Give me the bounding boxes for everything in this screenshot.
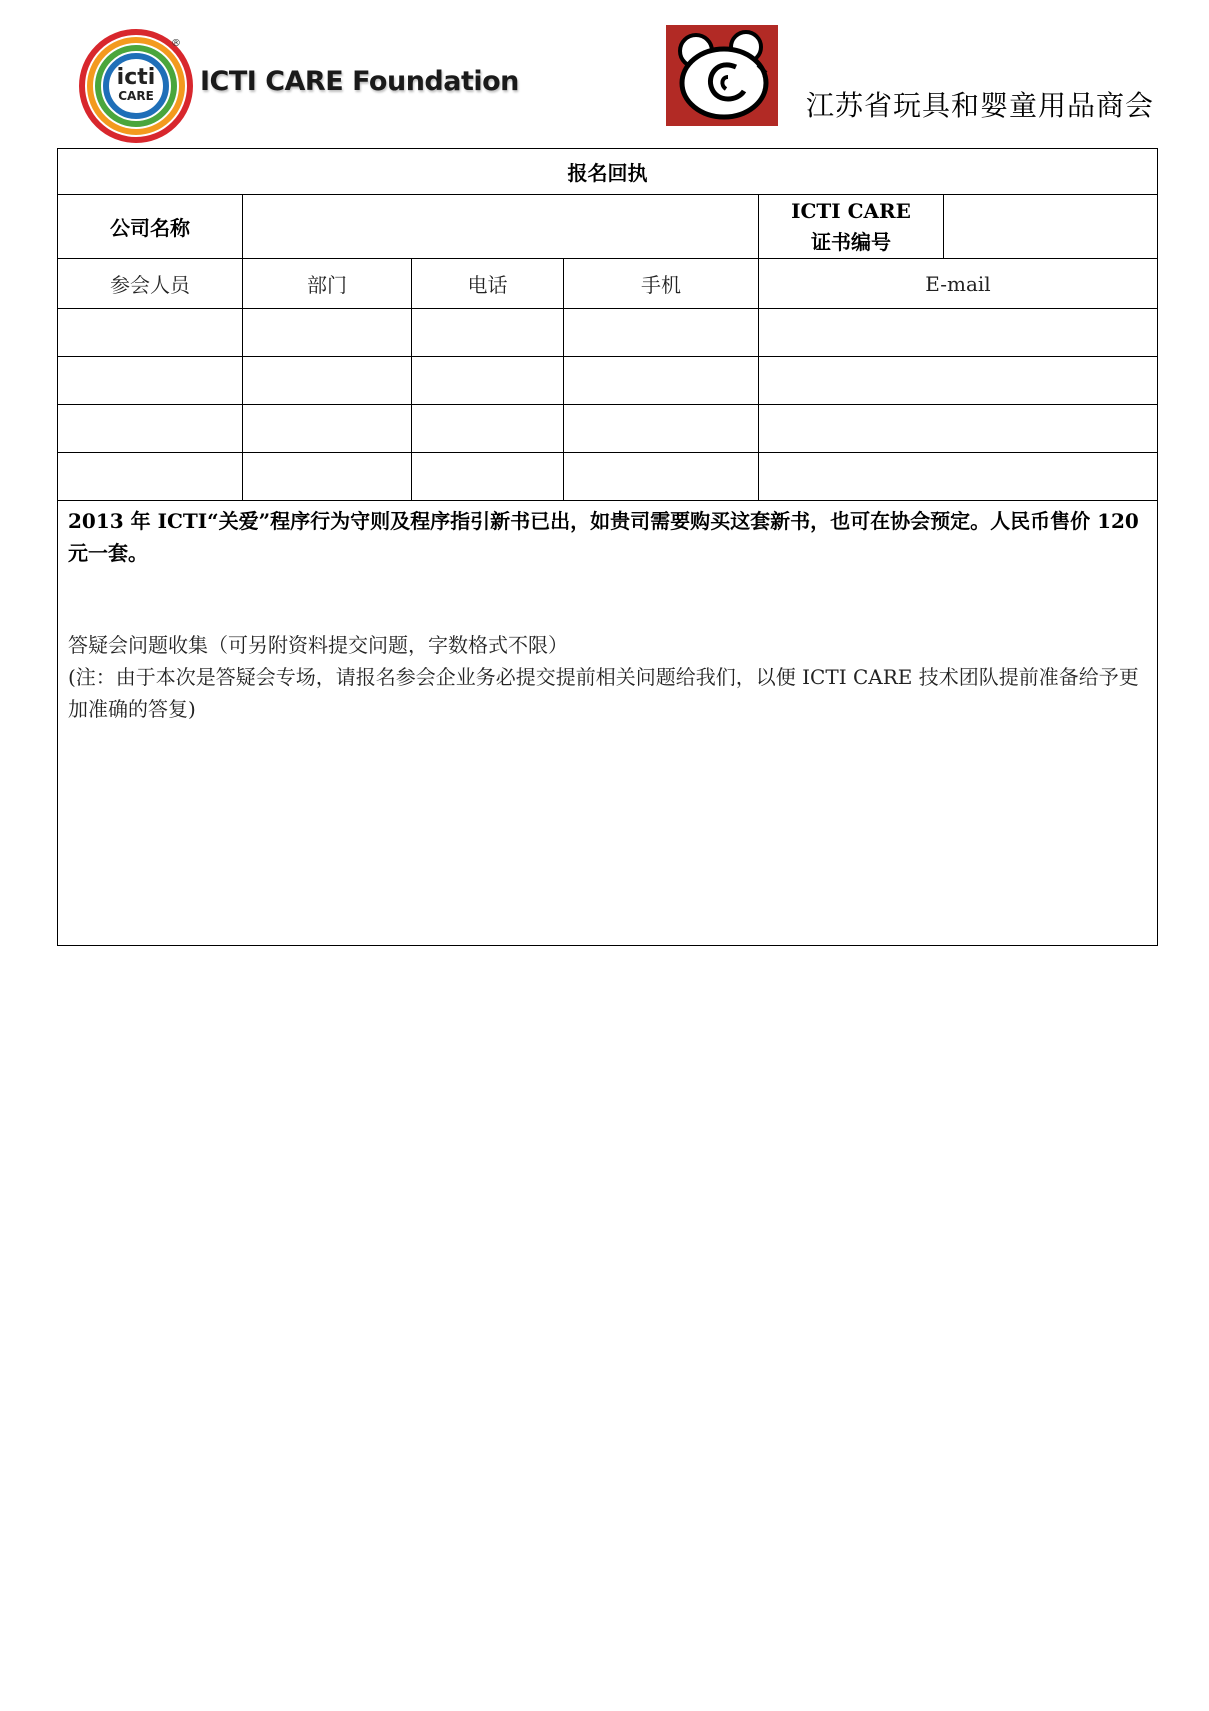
logo-text: ICTI CARE Foundation: [200, 66, 519, 97]
qa-title: 答疑会问题收集（可另附资料提交问题，字数格式不限）: [68, 633, 568, 657]
attendee-field[interactable]: [58, 357, 243, 405]
email-field[interactable]: [759, 405, 1158, 453]
cert-label: [759, 195, 944, 259]
phone-field[interactable]: [412, 309, 564, 357]
department-field[interactable]: [243, 453, 412, 501]
logo-badge-bottom: CARE: [118, 89, 154, 103]
phone-field[interactable]: [412, 405, 564, 453]
bear-face-icon: [666, 25, 778, 126]
book-notice: 2013 年 ICTI“关爱”程序行为守则及程序指引新书已出，如贵司需要购买这套新书，也可在协会预定。人民币售价 120 元一套。: [68, 509, 1139, 565]
icti-care-ring-icon: [78, 28, 194, 144]
column-header: 手机: [564, 259, 759, 309]
org-name: 江苏省玩具和婴童用品商会: [806, 89, 1155, 122]
attendee-field[interactable]: [58, 405, 243, 453]
attendee-field[interactable]: [58, 453, 243, 501]
column-header: 部门: [243, 259, 412, 309]
mobile-field[interactable]: [564, 453, 759, 501]
phone-field[interactable]: [412, 357, 564, 405]
column-header: 电话: [412, 259, 564, 309]
mobile-field[interactable]: [564, 405, 759, 453]
registration-form: [57, 148, 1158, 946]
attendee-field[interactable]: [58, 309, 243, 357]
department-field[interactable]: [243, 405, 412, 453]
table-row: [58, 357, 1158, 405]
mobile-field[interactable]: [564, 357, 759, 405]
mobile-field[interactable]: [564, 309, 759, 357]
icti-care-logo: [78, 28, 519, 144]
table-row: [58, 405, 1158, 453]
notes-cell[interactable]: [58, 501, 1158, 946]
email-field[interactable]: [759, 357, 1158, 405]
email-field[interactable]: [759, 453, 1158, 501]
phone-field[interactable]: [412, 453, 564, 501]
company-name-field[interactable]: [243, 195, 759, 259]
column-header: 参会人员: [58, 259, 243, 309]
department-field[interactable]: [243, 309, 412, 357]
qa-note: (注：由于本次是答疑会专场，请报名参会企业务必提交提前相关问题给我们，以便 ICTI CARE 技术团队提前准备给予更加准确的答复): [68, 665, 1139, 721]
table-row: [58, 309, 1158, 357]
email-field[interactable]: [759, 309, 1158, 357]
company-label: 公司名称: [58, 195, 243, 259]
logo-badge-top: icti: [116, 65, 156, 90]
department-field[interactable]: [243, 357, 412, 405]
registered-mark: ®: [171, 38, 181, 49]
form-title: 报名回执: [58, 149, 1158, 195]
table-row: [58, 453, 1158, 501]
cert-number-field[interactable]: [944, 195, 1158, 259]
cert-label-line2: 证书编号: [811, 229, 891, 254]
cert-label-line1: ICTI CARE: [791, 198, 911, 223]
column-header: E-mail: [759, 259, 1158, 309]
